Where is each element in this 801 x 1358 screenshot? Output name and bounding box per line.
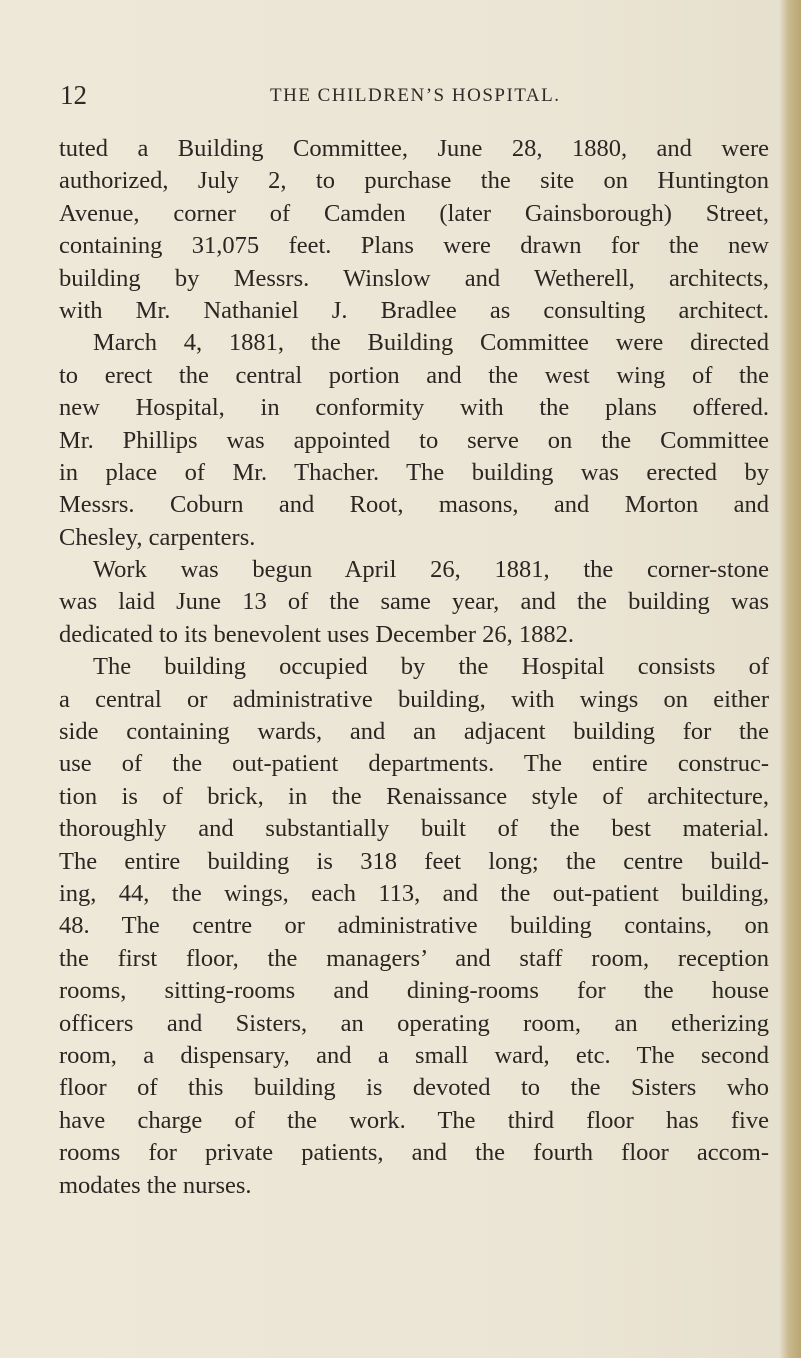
text-line: officers and Sisters, an operating room, an etherizing [59,1009,769,1037]
body-text [59,133,769,1202]
text-line: containing 31,075 feet. Plans were drawn for the new [59,232,769,260]
paragraph-start: The building occupied by the Hospital consists of [93,653,769,681]
text-line: Mr. Phillips was appointed to serve on the Committee [59,426,769,454]
text-line: 48. The centre or administrative building contains, on [59,912,769,940]
text-line: a central or administrative building, with wings on either [59,685,769,713]
paragraph-start: Work was begun April 26, 1881, the corner-stone [93,556,769,584]
text-line: Avenue, corner of Camden (later Gainsborough) Street, [59,199,769,227]
paragraph-end: modates the nurses. [59,1171,252,1199]
text-line: floor of this building is devoted to the Sisters who [59,1074,769,1102]
text-line: in place of Mr. Thacher. The building was erected by [59,458,769,486]
paragraph-end: Chesley, carpenters. [59,523,256,551]
text-line: rooms for private patients, and the fourth floor accom- [59,1139,769,1167]
text-line: thoroughly and substantially built of the best material. [59,815,769,843]
page-header [60,80,760,114]
text-line: the first floor, the managers’ and staff room, reception [59,944,769,972]
running-head: THE CHILDREN’S HOSPITAL. [270,85,561,106]
text-line: have charge of the work. The third floor has five [59,1106,769,1134]
text-line: The entire building is 318 feet long; the centre build- [59,847,769,875]
text-line: authorized, July 2, to purchase the site on Huntington [59,167,769,195]
page-edge-shadow [779,0,801,1358]
text-line: side containing wards, and an adjacent building for the [59,718,769,746]
paragraph-start: March 4, 1881, the Building Committee were directed [93,329,769,357]
text-line: with Mr. Nathaniel J. Bradlee as consulting architect. [59,296,769,324]
text-line: new Hospital, in conformity with the plans offered. [59,394,769,422]
text-line: room, a dispensary, and a small ward, etc. The second [59,1041,769,1069]
text-line: building by Messrs. Winslow and Wetherell, architects, [59,264,769,292]
text-line: Messrs. Coburn and Root, masons, and Morton and [59,491,769,519]
paragraph-end: dedicated to its benevolent uses December 26, 1882. [59,620,575,648]
text-line: use of the out-patient departments. The entire construc- [59,750,769,778]
page-number: 12 [60,80,87,110]
text-line: to erect the central portion and the west wing of the [59,361,769,389]
text-line: tuted a Building Committee, June 28, 1880, and were [59,135,769,162]
text-line: rooms, sitting-rooms and dining-rooms for the house [59,977,769,1005]
text-line: was laid June 13 of the same year, and the building was [59,588,769,616]
text-line: tion is of brick, in the Renaissance style of architecture, [59,782,769,810]
text-line: ing, 44, the wings, each 113, and the out-patient building, [59,879,769,907]
